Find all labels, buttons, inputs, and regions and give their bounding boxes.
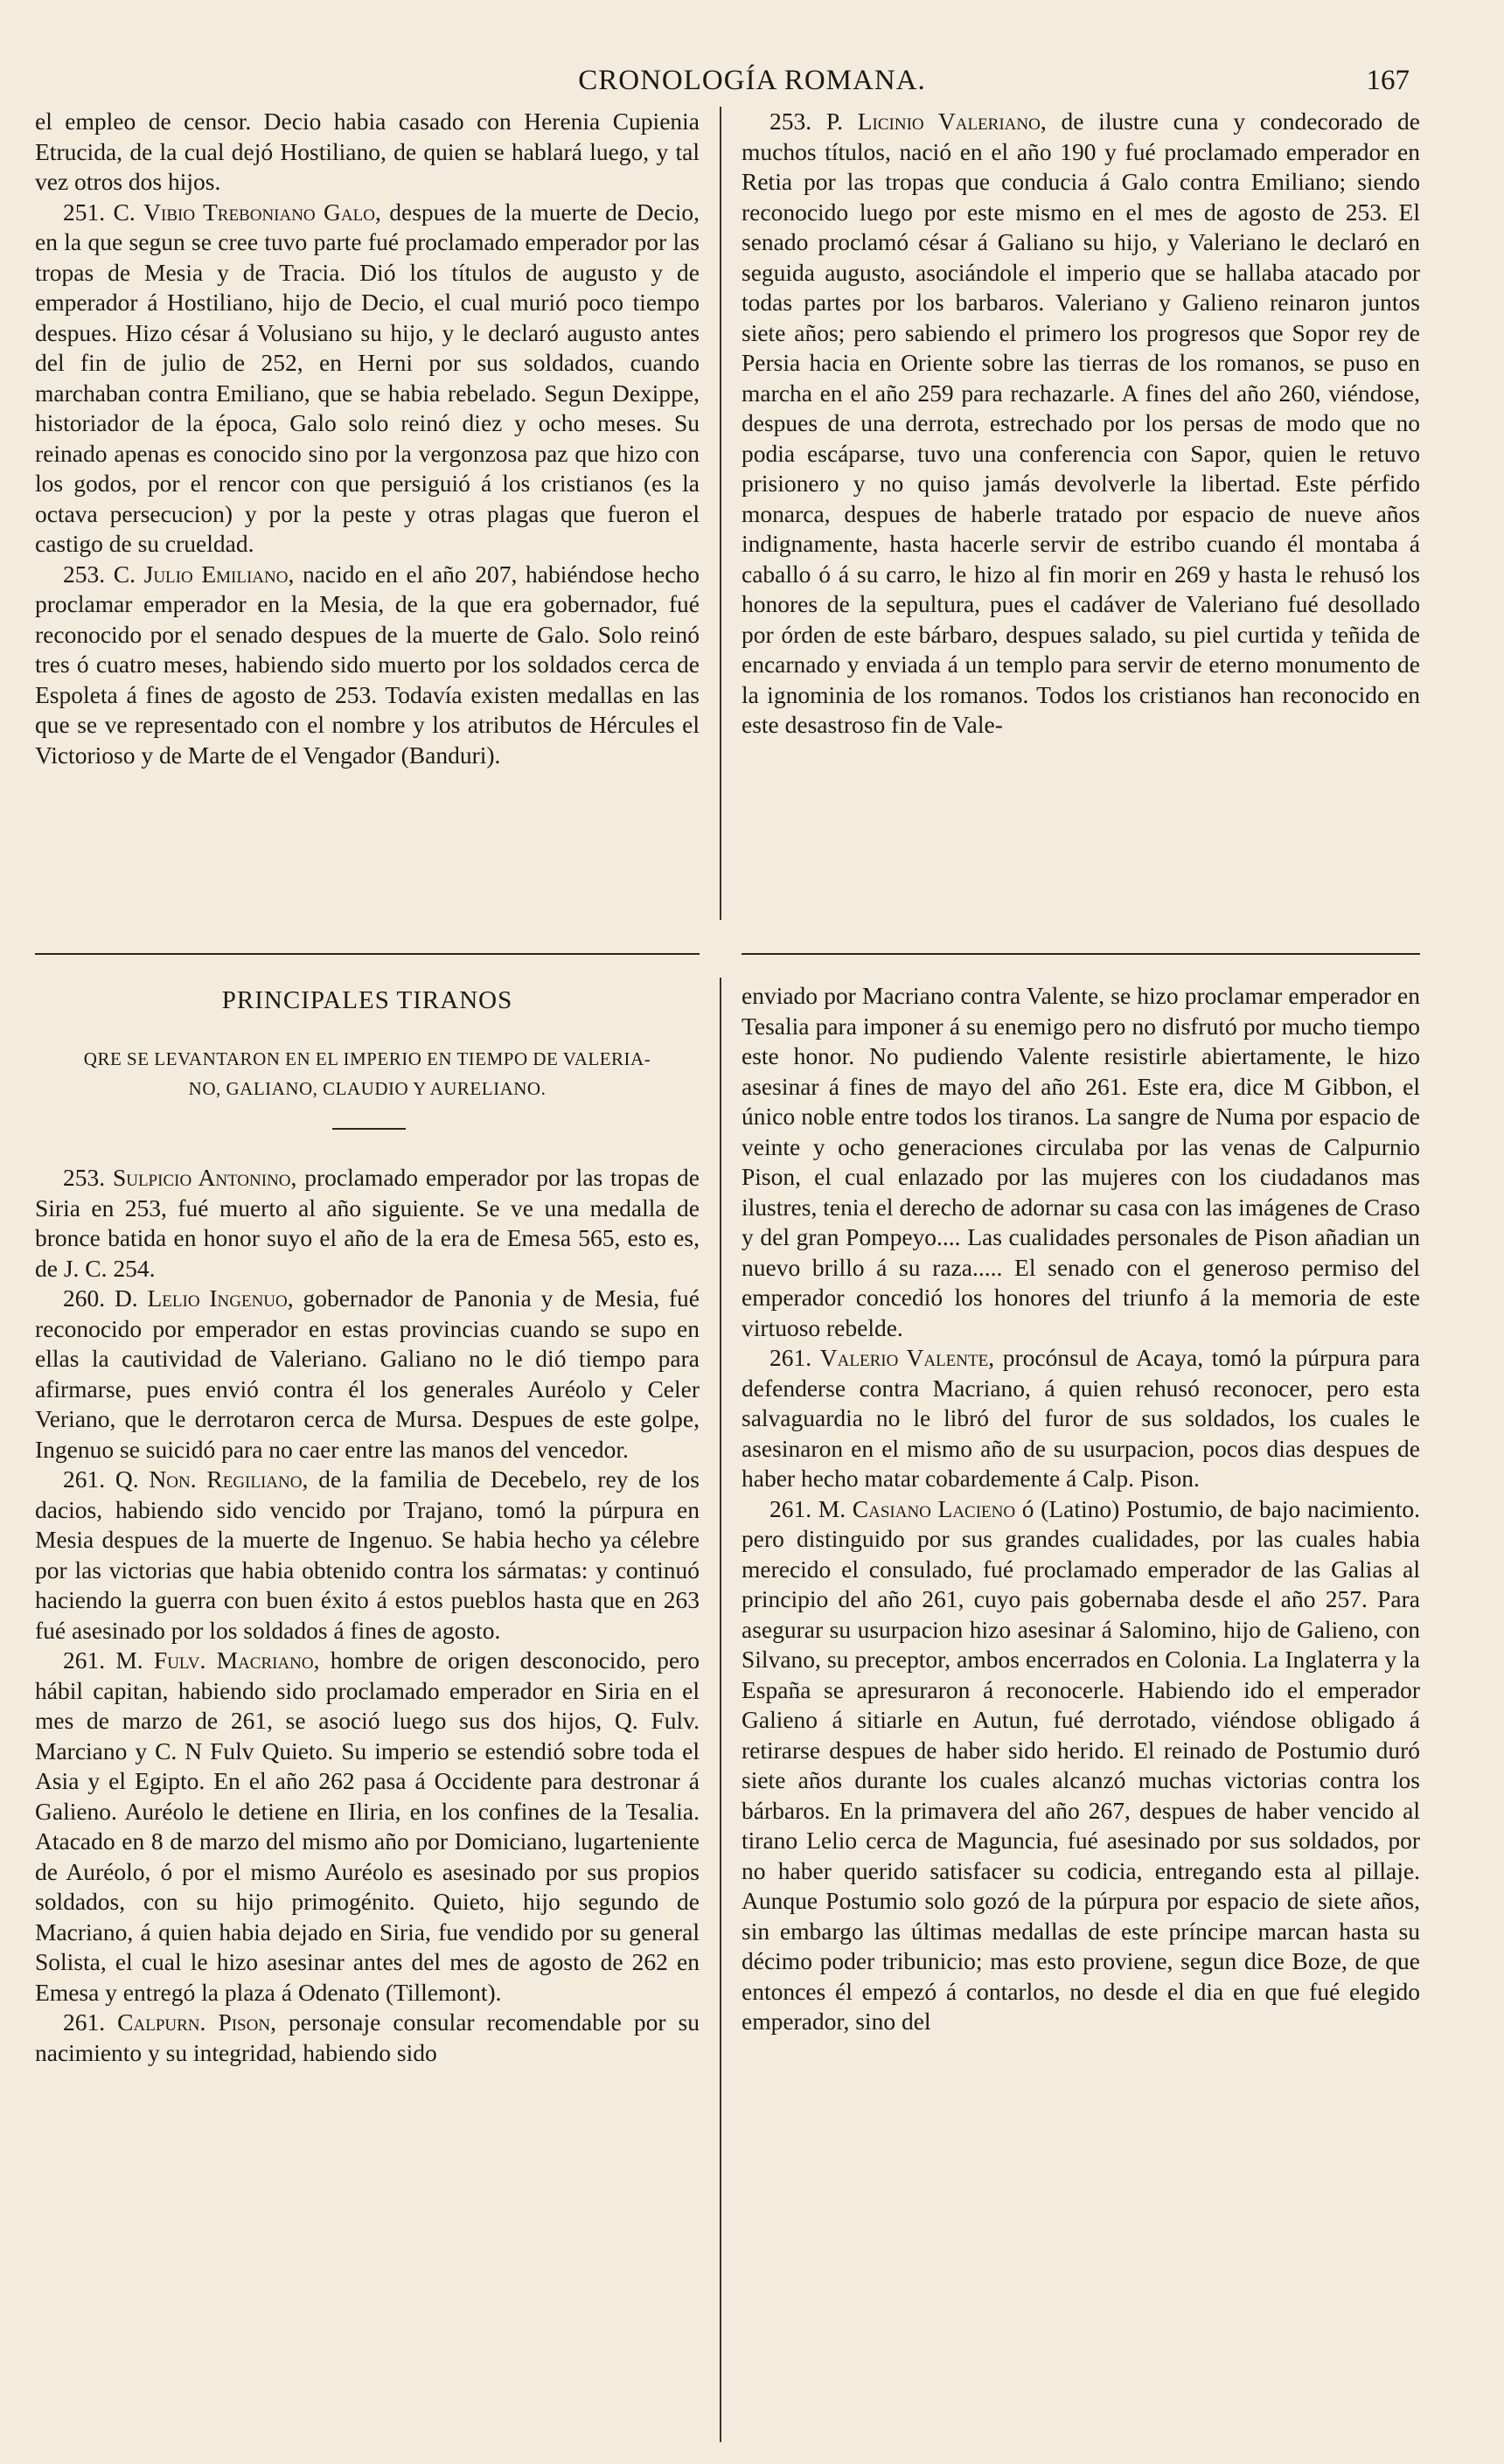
paragraph-regalianus xyxy=(35,1465,700,1646)
entry-year: 261. Q. xyxy=(63,1465,139,1493)
entry-text: , de ilustre cuna y condecorado de muchos títulos, nació en el año 190 y fué proclamado emperador en Retia por las tropas que conducia á Galo contra Emiliano; siendo reconocido luego por este mismo en el mes de agosto de 253. El senado proclamó césar á Galiano su hijo, y Valeriano le declaró en seguida augusto, asociándole el imperio que se hallaba atacado por todas partes por los barbaros. Valeriano y Galieno reinaron juntos siete años; pero sabiendo el primero los progresos que Sopor rey de Persia hacia en Oriente sobre las tierras de los romanos, se puso en marcha en el año 259 para rechazarle. A fines del año 260, viéndose, despues de una derrota, estrechado por los persas de modo que no podia escáparse, tuvo una conferencia con Sapor, quien le retuvo prisionero y no quiso jamás devolverle la libertad. Este pérfido monarca, despues de haberle tratado por espacio de nueve años indignamente, hasta hacerle servir de estribo cuando él montaba á caballo ó á su carro, le hizo al fin morir en 269 y hasta le rehusó los honores de la sepultura, pues el cadáver de Valeriano fué desollado por órden de este bárbaro, despues salado, su piel curtida y teñida de encarnado y enviada á un templo para servir de eterno monumento de la ignominia de los romanos. Todos los cristianos han reconocido en este desastroso fin de Vale- xyxy=(742,108,1421,738)
paragraph-postumus xyxy=(742,1494,1420,2037)
entry-name: Calpurn. Pison xyxy=(117,2008,271,2036)
paragraph-antoninus xyxy=(35,1163,700,1284)
entry-name: Non. Regiliano xyxy=(149,1465,303,1493)
entry-year: 261. xyxy=(769,1344,812,1371)
entry-name: Julio Emiliano xyxy=(143,560,289,588)
entry-text: , personaje consular recomendable por su nacimiento y su integridad, habiendo sido xyxy=(35,2008,700,2066)
column-divider-top xyxy=(720,107,721,920)
paragraph-valens xyxy=(742,1343,1420,1494)
entry-year: 253. xyxy=(63,1164,106,1191)
entry-text: , nacido en el año 207, habiéndose hecho proclamar emperador en la Mesia, de la que era gobernador, fué reconocido por el senado despues de la muerte de Galo. Solo reinó tres ó cuatro meses, habiendo sido muerto por los soldados cerca de Espoleta á fines de agosto de 253. Todavía existen medallas en las que se ve representado con el nombre y los atributos de Hércules el Victorioso y de Marte de el Vengador (Banduri). xyxy=(35,560,700,769)
entry-text: , procónsul de Acaya, tomó la púrpura para defenderse contra Macriano, á quien rehusó reconocer, pero esta salvaguardia no le libró del furor de sus soldados, los cuales le asesinaron en el mismo año de su usurpacion, pocos dias despues de haber hecho matar cobardemente á Calp. Pison. xyxy=(742,1344,1420,1492)
title-underline xyxy=(332,1128,406,1130)
entry-text: , hombre de origen desconocido, pero hábil capitan, habiendo sido proclamado emperador en Siria en el mes de marzo de 261, se asoció luego sus dos hijos, Q. Fulv. Marciano y C. N Fulv Quieto. Su imperio se estendió sobre toda el Asia y el Egipto. En el año 262 pasa á Occidente para destronar á Galieno. Auréolo le detiene en Iliria, en los confines de la Tesalia. Atacado en 8 de marzo del mismo año por Domiciano, lugarteniente de Auréolo, ó por el mismo Auréolo es asesinado por sus propios soldados, con su hijo primogénito. Quieto, hijo segundo de Macriano, á quien habia dejado en Siria, fue vendido por su general Solista, el cual le hizo asesinar antes del mes de agosto de 262 en Emesa y entregó la plaza á Odenato (Tillemont). xyxy=(35,1646,700,2006)
left-column-top xyxy=(35,107,700,770)
entry-year: 261. M. xyxy=(63,1646,143,1674)
section-divider-right xyxy=(742,953,1420,955)
entry-name: Fulv. Macriano xyxy=(153,1646,314,1674)
section-subtitle xyxy=(35,1044,700,1103)
entry-text: ó (Latino) Postumio, de bajo nacimiento. pero distinguido por sus grandes cualidades, por las cuales habia merecido el consulado, fué proclamado emperador de las Galias al principio del año 261, cuyo pais gobernaba desde el año 257. Para asegurar su usurpacion hizo asesinar á Salomino, hijo de Galieno, con Silvano, su preceptor, ambos encerrados en Colonia. La Inglaterra y la España se apresuraron á reconocerle. Habiendo ido el emperador Galieno á sitiarle en Autun, fué derrotado, viéndose obligado á retirarse despues de haber sido herido. El reinado de Postumio duró siete años durante los cuales alcanzó muchas victorias contra los bárbaros. En la primavera del año 267, despues de haber vencido al tirano Lelio cerca de Maguncia, fué asesinado por sus soldados, por no haber querido satisfacer su codicia, entregando esta al pillaje. Aunque Postumio solo gozó de la púrpura por espacio de siete años, sin embargo las últimas medallas de este príncipe marcan hasta su décimo poder tribunicio; mas esto proviene, segun dice Boze, de que entonces él empezó á contarlos, no desde el dia en que fué elegido emperador, sino del xyxy=(742,1494,1421,2035)
running-header-title: CRONOLOGÍA ROMANA. xyxy=(578,65,926,96)
column-divider-bottom xyxy=(720,978,721,2442)
section-divider-left xyxy=(35,953,700,955)
right-column-bottom xyxy=(742,981,1420,2037)
paragraph-ingenuus xyxy=(35,1284,700,1465)
entry-name: Sulpicio Antonino xyxy=(112,1164,291,1191)
left-column-bottom xyxy=(35,1163,700,2068)
entry-text: , proclamado emperador por las tropas de Siria en 253, fué muerto al año siguiente. Se ve una medalla de bronce batida en honor suyo el año de la era de Emesa 565, esto es, de J. C. 254. xyxy=(35,1164,700,1282)
entry-year: 260. D. xyxy=(63,1284,138,1312)
entry-year: 261. M. xyxy=(769,1494,846,1522)
entry-text: , gobernador de Panonia y de Mesia, fué reconocido por emperador en estas provincias cuando se supo en ellas la cautividad de Valeriano. Galiano no le dió tiempo para afirmarse, pues envió contra él los generales Auréolo y Celer Veriano, que le derrotaron cerca de Mursa. Despues de este golpe, Ingenuo se suicidó para no caer entre las manos del vencedor. xyxy=(35,1284,700,1463)
entry-name: Licinio Valeriano xyxy=(857,108,1041,135)
entry-text: , de la familia de Decebelo, rey de los dacios, habiendo sido vencido por Trajano, tomó la púrpura en Mesia despues de la muerte de Ingenuo. Se habia hecho ya célebre por las victorias que habia obtenido contra los sármatas: y continuó haciendo la guerra con buen éxito á estos pueblos hasta que en 263 fué asesinado por los soldados á fines de agosto. xyxy=(35,1465,700,1644)
paragraph-valerian xyxy=(742,107,1420,741)
entry-year: 261. xyxy=(63,2008,106,2036)
paragraph: el empleo de censor. Decio habia casado con Herenia Cupienia Etrucida, de la cual dejó Hostiliano, de quien se hablará luego, y tal vez otros dos hijos. xyxy=(35,108,700,195)
entry-year: 251. C. xyxy=(63,198,136,226)
entry-name: Valerio Valente xyxy=(819,1344,989,1371)
paragraph-piso-continued: enviado por Macriano contra Valente, se hizo proclamar emperador en Tesalia para imponer á su enemigo pero no disfrutó por mucho tiempo este honor. No pudiendo Valente resistirle abiertamente, le hizo asesinar á fines de mayo del año 261. Este era, dice M Gibbon, el único noble entre todos los tiranos. La sangre de Numa por espacio de veinte y ocho generaciones circulaba por las venas de Calpurnio Pison, el cual enlazado por las mujeres con los ciudadanos mas ilustres, tenia el derecho de adornar su casa con las imágenes de Craso y del gran Pompeyo.... Las cualidades personales de Pison añadian un nuevo brillo á su raza..... El senado con el generoso permiso del emperador concedió los honores del triunfo á la memoria de este virtuoso rebelde. xyxy=(742,982,1420,1341)
entry-name: Casiano Lacieno xyxy=(852,1494,1016,1522)
entry-text: , despues de la muerte de Decio, en la que segun se cree tuvo parte fué proclamado emperador por las tropas de Mesia y de Tracia. Dió los títulos de augusto y de emperador á Hostiliano, hijo de Decio, el cual murió poco tiempo despues. Hizo césar á Volusiano su hijo, y le declaró augusto antes del fin de julio de 252, en Herni por sus soldados, cuando marchaban contra Emiliano, que se habia rebelado. Segun Dexippe, historiador de la época, Galo solo reinó diez y ocho meses. Su reinado apenas es conocido sino por la vergonzosa paz que hizo con los godos, por el rencor con que persiguió á los cristianos (es la octava persecucion) y por la peste y otras plagas que fueron el castigo de su crueldad. xyxy=(35,198,700,557)
entry-year: 253. C. xyxy=(63,560,136,588)
entry-year: 253. P. xyxy=(769,108,843,135)
paragraph-gallus xyxy=(35,198,700,560)
section-subtitle-line: QRE SE LEVANTARON EN EL IMPERIO EN TIEMPO DE VALERIA- xyxy=(83,1048,651,1069)
section-title: PRINCIPALES TIRANOS xyxy=(221,986,513,1014)
section-subtitle-line: NO, GALIANO, CLAUDIO Y AURELIANO. xyxy=(188,1078,547,1099)
paragraph-aemilianus xyxy=(35,560,700,771)
page-number: 167 xyxy=(1366,65,1410,96)
entry-name: Lelio Ingenuo xyxy=(147,1284,288,1312)
entry-name: Vibio Treboniano Galo xyxy=(143,198,375,226)
paragraph-macrianus xyxy=(35,1646,700,2008)
paragraph-piso xyxy=(35,2008,700,2068)
right-column-top xyxy=(742,107,1420,741)
